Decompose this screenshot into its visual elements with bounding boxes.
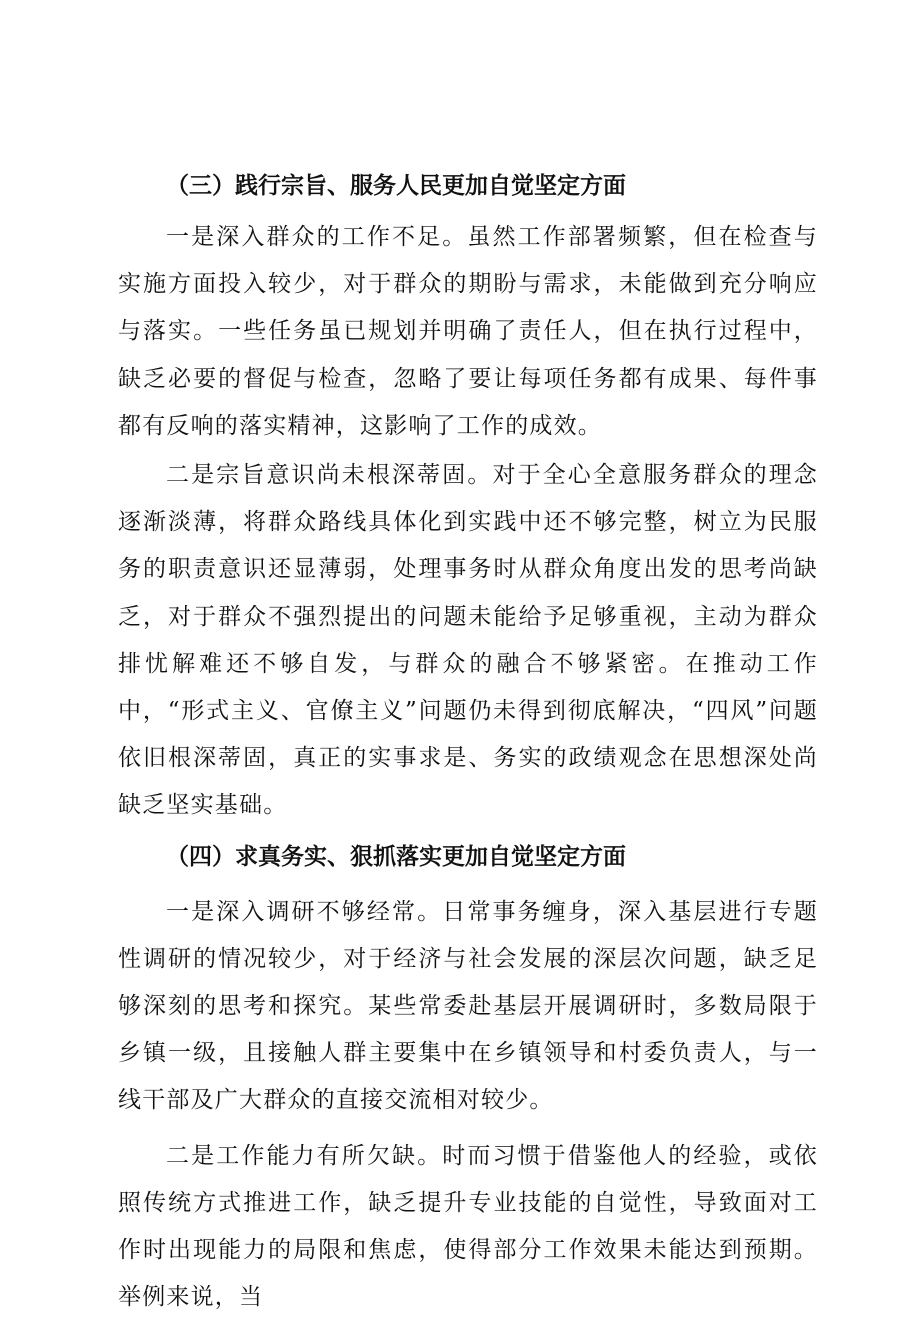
section-3-paragraph-1: 一是深入群众的工作不足。虽然工作部署频繁，但在检查与实施方面投入较少，对于群众的期盼与需求，未能做到充分响应与落实。一些任务虽已规划并明确了责任人，但在执行过程中，缺乏必要的督促与检查，忽略了要让每项任务都有成果、每件事都有反响的落实精神，这影响了工作的成效。 [118,224,818,439]
section-4-heading: （四）求真务实、狠抓落实更加自觉坚定方面 [166,842,626,870]
section-3-paragraph-2: 二是宗旨意识尚未根深蒂固。对于全心全意服务群众的理念逐渐淡薄，将群众路线具体化到实践中还不够完整，树立为民服务的职责意识还显薄弱，处理事务时从群众角度出发的思考尚缺乏，对于群众不强烈提出的问题未能给予足够重视，主动为群众排忧解难还不够自发，与群众的融合不够紧密。在推动工作中，“形式主义、官僚主义”问题仍未得到彻底解决，“四风”问题依旧根深蒂固，真正的实事求是、务实的政绩观念在思想深处尚缺乏坚实基础。 [118,462,818,819]
section-3-heading: （三）践行宗旨、服务人民更加自觉坚定方面 [166,172,626,199]
section-4-paragraph-2: 二是工作能力有所欠缺。时而习惯于借鉴他人的经验，或依照传统方式推进工作，缺乏提升专业技能的自觉性，导致面对工作时出现能力的局限和焦虑，使得部分工作效果未能达到预期。举例来说，当 [118,1142,818,1311]
document-body [118,160,818,1321]
section-4-paragraph-1: 一是深入调研不够经常。日常事务缠身，深入基层进行专题性调研的情况较少，对于经济与社会发展的深层次问题，缺乏足够深刻的思考和探究。某些常委赴基层开展调研时，多数局限于乡镇一级，且接触人群主要集中在乡镇领导和村委负责人，与一线干部及广大群众的直接交流相对较少。 [118,898,818,1114]
